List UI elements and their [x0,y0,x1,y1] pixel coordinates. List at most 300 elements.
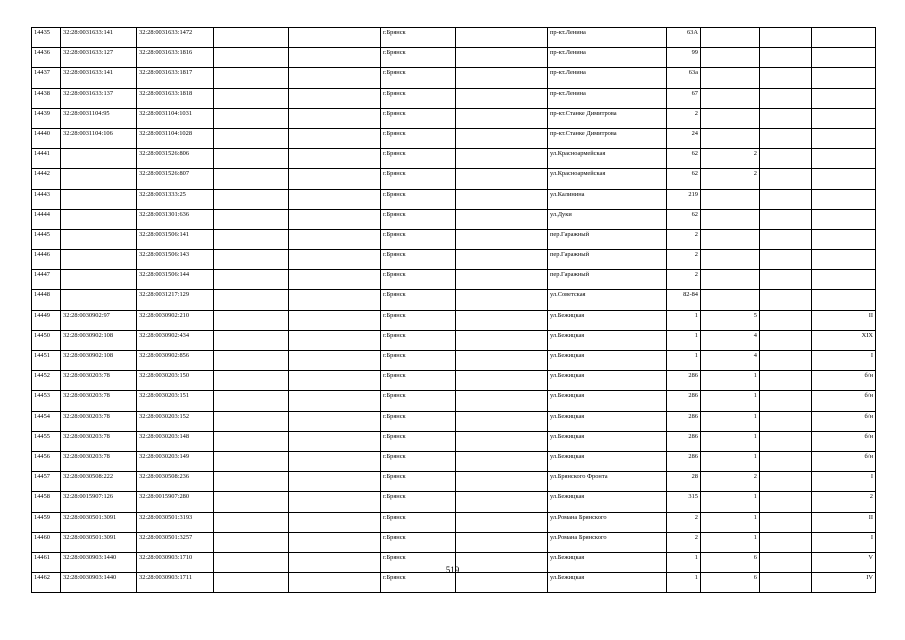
blank-column-11-cell [760,431,812,451]
house-number-cell: 315 [667,492,701,512]
street-cell: пр-кт.Ленина [548,68,667,88]
street-cell: ул.Бежицкая [548,351,667,371]
building-number-cell [701,68,760,88]
blank-column-5-cell [289,451,381,471]
premises-number-cell [812,250,876,270]
blank-column-7-cell [456,270,548,290]
building-number-cell: 4 [701,351,760,371]
object-cadastral-number-cell: 32:28:0015907:280 [137,492,214,512]
house-number-cell: 2 [667,250,701,270]
blank-column-7-cell [456,209,548,229]
parcel-cadastral-number-cell: 32:28:0030203:78 [61,371,137,391]
blank-column-11-cell [760,411,812,431]
object-cadastral-number-cell: 32:28:0031506:144 [137,270,214,290]
building-number-cell [701,128,760,148]
city-cell: г.Брянск [381,431,456,451]
blank-column-11-cell [760,270,812,290]
blank-column-11-cell [760,512,812,532]
premises-number-cell [812,28,876,48]
blank-column-7-cell [456,250,548,270]
row-number-cell: 14457 [32,472,61,492]
city-cell: г.Брянск [381,492,456,512]
blank-column-11-cell [760,391,812,411]
object-cadastral-number-cell: 32:28:0031506:143 [137,250,214,270]
building-number-cell [701,229,760,249]
row-number-cell: 14458 [32,492,61,512]
house-number-cell: 1 [667,330,701,350]
row-number-cell: 14442 [32,169,61,189]
city-cell: г.Брянск [381,573,456,593]
row-number-cell: 14462 [32,573,61,593]
building-number-cell: 5 [701,310,760,330]
table-row [32,351,876,371]
table-row [32,250,876,270]
blank-column-5-cell [289,391,381,411]
parcel-cadastral-number-cell [61,189,137,209]
building-number-cell: 1 [701,371,760,391]
blank-column-5-cell [289,472,381,492]
street-cell: ул.Бежицкая [548,552,667,572]
row-number-cell: 14452 [32,371,61,391]
building-number-cell: 1 [701,411,760,431]
object-cadastral-number-cell: 32:28:0030203:152 [137,411,214,431]
blank-column-5-cell [289,573,381,593]
blank-column-11-cell [760,149,812,169]
row-number-cell: 14439 [32,108,61,128]
parcel-cadastral-number-cell [61,250,137,270]
parcel-cadastral-number-cell: 32:28:0030501:3091 [61,532,137,552]
row-number-cell: 14453 [32,391,61,411]
object-cadastral-number-cell: 32:28:0031633:1472 [137,28,214,48]
building-number-cell: 4 [701,330,760,350]
blank-column-7-cell [456,310,548,330]
blank-column-7-cell [456,472,548,492]
city-cell: г.Брянск [381,451,456,471]
house-number-cell: 82-84 [667,290,701,310]
house-number-cell: 24 [667,128,701,148]
city-cell: г.Брянск [381,189,456,209]
object-cadastral-number-cell: 32:28:0030501:3193 [137,512,214,532]
house-number-cell: 1 [667,351,701,371]
blank-column-7-cell [456,451,548,471]
house-number-cell: 286 [667,451,701,471]
city-cell: г.Брянск [381,68,456,88]
row-number-cell: 14443 [32,189,61,209]
parcel-cadastral-number-cell: 32:28:0031633:141 [61,28,137,48]
house-number-cell: 62 [667,209,701,229]
table-row [32,411,876,431]
blank-column-4-cell [214,573,289,593]
table-row [32,371,876,391]
building-number-cell: 6 [701,573,760,593]
street-cell: ул.Романа Брянского [548,532,667,552]
city-cell: г.Брянск [381,411,456,431]
parcel-cadastral-number-cell: 32:28:0031104:106 [61,128,137,148]
blank-column-7-cell [456,431,548,451]
object-cadastral-number-cell: 32:28:0030203:150 [137,371,214,391]
blank-column-5-cell [289,209,381,229]
house-number-cell: 63А [667,28,701,48]
blank-column-11-cell [760,48,812,68]
row-number-cell: 14449 [32,310,61,330]
house-number-cell: 1 [667,573,701,593]
blank-column-11-cell [760,169,812,189]
object-cadastral-number-cell: 32:28:0030902:210 [137,310,214,330]
city-cell: г.Брянск [381,229,456,249]
street-cell: ул.Советская [548,290,667,310]
building-number-cell [701,189,760,209]
building-number-cell [701,88,760,108]
object-cadastral-number-cell: 32:28:0030508:236 [137,472,214,492]
blank-column-7-cell [456,351,548,371]
table-row [32,330,876,350]
blank-column-7-cell [456,532,548,552]
house-number-cell: 286 [667,371,701,391]
premises-number-cell [812,108,876,128]
city-cell: г.Брянск [381,371,456,391]
row-number-cell: 14460 [32,532,61,552]
row-number-cell: 14438 [32,88,61,108]
parcel-cadastral-number-cell: 32:28:0031633:127 [61,48,137,68]
building-number-cell: 2 [701,169,760,189]
building-number-cell: 1 [701,512,760,532]
row-number-cell: 14436 [32,48,61,68]
street-cell: пр-кт.Станке Димитрова [548,128,667,148]
house-number-cell: 1 [667,552,701,572]
blank-column-5-cell [289,492,381,512]
building-number-cell [701,250,760,270]
blank-column-5-cell [289,189,381,209]
street-cell: ул.Бежицкая [548,310,667,330]
premises-number-cell [812,68,876,88]
blank-column-11-cell [760,573,812,593]
parcel-cadastral-number-cell: 32:28:0030203:78 [61,431,137,451]
table-row [32,209,876,229]
table-row [32,512,876,532]
blank-column-4-cell [214,330,289,350]
object-cadastral-number-cell: 32:28:0031526:807 [137,169,214,189]
building-number-cell: 1 [701,431,760,451]
blank-column-7-cell [456,108,548,128]
blank-column-7-cell [456,169,548,189]
building-number-cell: 2 [701,472,760,492]
blank-column-4-cell [214,209,289,229]
city-cell: г.Брянск [381,209,456,229]
parcel-cadastral-number-cell [61,229,137,249]
city-cell: г.Брянск [381,128,456,148]
object-cadastral-number-cell: 32:28:0031333:25 [137,189,214,209]
object-cadastral-number-cell: 32:28:0031633:1817 [137,68,214,88]
row-number-cell: 14446 [32,250,61,270]
street-cell: пр-кт.Ленина [548,48,667,68]
table-row [32,169,876,189]
premises-number-cell: б/н [812,451,876,471]
house-number-cell: 286 [667,431,701,451]
premises-number-cell: V [812,552,876,572]
building-number-cell [701,108,760,128]
premises-number-cell [812,88,876,108]
blank-column-7-cell [456,512,548,532]
parcel-cadastral-number-cell [61,209,137,229]
blank-column-7-cell [456,290,548,310]
city-cell: г.Брянск [381,149,456,169]
blank-column-11-cell [760,310,812,330]
blank-column-7-cell [456,189,548,209]
table-row [32,108,876,128]
blank-column-7-cell [456,28,548,48]
premises-number-cell: б/н [812,411,876,431]
row-number-cell: 14437 [32,68,61,88]
house-number-cell: 62 [667,149,701,169]
premises-number-cell [812,209,876,229]
premises-number-cell [812,128,876,148]
object-cadastral-number-cell: 32:28:0030203:148 [137,431,214,451]
blank-column-5-cell [289,88,381,108]
blank-column-4-cell [214,68,289,88]
row-number-cell: 14450 [32,330,61,350]
street-cell: ул.Бежицкая [548,573,667,593]
building-number-cell: 1 [701,492,760,512]
street-cell: ул.Бежицкая [548,431,667,451]
street-cell: ул.Дуки [548,209,667,229]
blank-column-4-cell [214,290,289,310]
blank-column-11-cell [760,128,812,148]
parcel-cadastral-number-cell: 32:28:0030203:78 [61,451,137,471]
table-row [32,573,876,593]
premises-number-cell [812,169,876,189]
house-number-cell: 28 [667,472,701,492]
premises-number-cell [812,189,876,209]
table-row [32,310,876,330]
premises-number-cell [812,290,876,310]
blank-column-7-cell [456,149,548,169]
city-cell: г.Брянск [381,351,456,371]
row-number-cell: 14444 [32,209,61,229]
blank-column-7-cell [456,68,548,88]
row-number-cell: 14435 [32,28,61,48]
city-cell: г.Брянск [381,290,456,310]
street-cell: ул.Калинина [548,189,667,209]
table-row [32,28,876,48]
blank-column-4-cell [214,451,289,471]
building-number-cell [701,209,760,229]
blank-column-5-cell [289,330,381,350]
premises-number-cell [812,229,876,249]
object-cadastral-number-cell: 32:28:0030903:1710 [137,552,214,572]
blank-column-7-cell [456,391,548,411]
blank-column-5-cell [289,512,381,532]
blank-column-11-cell [760,290,812,310]
blank-column-4-cell [214,48,289,68]
table-row [32,189,876,209]
street-cell: пр-кт.Ленина [548,88,667,108]
blank-column-4-cell [214,351,289,371]
street-cell: пр-кт.Ленина [548,28,667,48]
blank-column-11-cell [760,492,812,512]
street-cell: ул.Бежицкая [548,451,667,471]
street-cell: пер.Гаражный [548,270,667,290]
blank-column-4-cell [214,169,289,189]
blank-column-4-cell [214,431,289,451]
premises-number-cell [812,48,876,68]
row-number-cell: 14440 [32,128,61,148]
parcel-cadastral-number-cell [61,149,137,169]
blank-column-5-cell [289,290,381,310]
blank-column-11-cell [760,189,812,209]
premises-number-cell: б/н [812,391,876,411]
blank-column-4-cell [214,532,289,552]
building-number-cell: 6 [701,552,760,572]
blank-column-5-cell [289,48,381,68]
blank-column-7-cell [456,330,548,350]
blank-column-11-cell [760,108,812,128]
blank-column-11-cell [760,472,812,492]
object-cadastral-number-cell: 32:28:0031633:1818 [137,88,214,108]
parcel-cadastral-number-cell: 32:28:0030203:78 [61,391,137,411]
blank-column-11-cell [760,532,812,552]
table-row [32,48,876,68]
blank-column-5-cell [289,229,381,249]
blank-column-4-cell [214,270,289,290]
city-cell: г.Брянск [381,48,456,68]
premises-number-cell: I [812,351,876,371]
blank-column-11-cell [760,88,812,108]
parcel-cadastral-number-cell: 32:28:0030501:3091 [61,512,137,532]
blank-column-4-cell [214,88,289,108]
row-number-cell: 14461 [32,552,61,572]
blank-column-7-cell [456,371,548,391]
blank-column-7-cell [456,411,548,431]
blank-column-4-cell [214,108,289,128]
blank-column-5-cell [289,411,381,431]
blank-column-7-cell [456,492,548,512]
row-number-cell: 14451 [32,351,61,371]
building-number-cell: 2 [701,149,760,169]
parcel-cadastral-number-cell [61,169,137,189]
city-cell: г.Брянск [381,108,456,128]
blank-column-7-cell [456,573,548,593]
city-cell: г.Брянск [381,270,456,290]
street-cell: ул.Бежицкая [548,371,667,391]
row-number-cell: 14454 [32,411,61,431]
object-cadastral-number-cell: 32:28:0031633:1816 [137,48,214,68]
row-number-cell: 14445 [32,229,61,249]
table-row [32,229,876,249]
parcel-cadastral-number-cell: 32:28:0030203:78 [61,411,137,431]
parcel-cadastral-number-cell [61,270,137,290]
house-number-cell: 1 [667,310,701,330]
blank-column-5-cell [289,351,381,371]
street-cell: пер.Гаражный [548,250,667,270]
building-number-cell: 1 [701,451,760,471]
table-row [32,532,876,552]
house-number-cell: 286 [667,391,701,411]
blank-column-11-cell [760,451,812,471]
blank-column-4-cell [214,391,289,411]
blank-column-7-cell [456,48,548,68]
table-row [32,68,876,88]
row-number-cell: 14459 [32,512,61,532]
object-cadastral-number-cell: 32:28:0030902:856 [137,351,214,371]
table-row [32,391,876,411]
premises-number-cell: I [812,532,876,552]
house-number-cell: 2 [667,270,701,290]
blank-column-5-cell [289,68,381,88]
table-row [32,431,876,451]
blank-column-11-cell [760,209,812,229]
blank-column-11-cell [760,351,812,371]
blank-column-11-cell [760,229,812,249]
table-row [32,472,876,492]
street-cell: ул.Красноармейская [548,169,667,189]
street-cell: пер.Гаражный [548,229,667,249]
row-number-cell: 14448 [32,290,61,310]
blank-column-5-cell [289,128,381,148]
table-row [32,128,876,148]
object-cadastral-number-cell: 32:28:0030501:3257 [137,532,214,552]
city-cell: г.Брянск [381,472,456,492]
street-cell: ул.Романа Брянского [548,512,667,532]
building-number-cell: 1 [701,532,760,552]
city-cell: г.Брянск [381,250,456,270]
street-cell: ул.Бежицкая [548,411,667,431]
object-cadastral-number-cell: 32:28:0031301:636 [137,209,214,229]
parcel-cadastral-number-cell [61,290,137,310]
blank-column-7-cell [456,128,548,148]
blank-column-5-cell [289,149,381,169]
city-cell: г.Брянск [381,28,456,48]
house-number-cell: 62 [667,169,701,189]
blank-column-11-cell [760,250,812,270]
house-number-cell: 99 [667,48,701,68]
blank-column-4-cell [214,128,289,148]
street-cell: ул.Бежицкая [548,330,667,350]
street-cell: ул.Бежицкая [548,391,667,411]
table-body [32,28,876,593]
blank-column-5-cell [289,532,381,552]
parcel-cadastral-number-cell: 32:28:0030903:1440 [61,552,137,572]
object-cadastral-number-cell: 32:28:0031526:806 [137,149,214,169]
blank-column-5-cell [289,310,381,330]
premises-number-cell: XIX [812,330,876,350]
city-cell: г.Брянск [381,310,456,330]
building-number-cell [701,28,760,48]
blank-column-5-cell [289,169,381,189]
blank-column-4-cell [214,492,289,512]
table-row [32,88,876,108]
building-number-cell [701,290,760,310]
parcel-cadastral-number-cell: 32:28:0031633:137 [61,88,137,108]
house-number-cell: 2 [667,512,701,532]
blank-column-5-cell [289,270,381,290]
object-cadastral-number-cell: 32:28:0030203:149 [137,451,214,471]
object-cadastral-number-cell: 32:28:0030203:151 [137,391,214,411]
city-cell: г.Брянск [381,391,456,411]
house-number-cell: 2 [667,229,701,249]
premises-number-cell: IV [812,573,876,593]
premises-number-cell [812,149,876,169]
house-number-cell: 286 [667,411,701,431]
street-cell: ул.Красноармейская [548,149,667,169]
premises-number-cell: б/н [812,431,876,451]
blank-column-4-cell [214,512,289,532]
blank-column-4-cell [214,411,289,431]
street-cell: ул.Бежицкая [548,492,667,512]
city-cell: г.Брянск [381,88,456,108]
parcel-cadastral-number-cell: 32:28:0015907:126 [61,492,137,512]
premises-number-cell: I [812,472,876,492]
blank-column-11-cell [760,68,812,88]
